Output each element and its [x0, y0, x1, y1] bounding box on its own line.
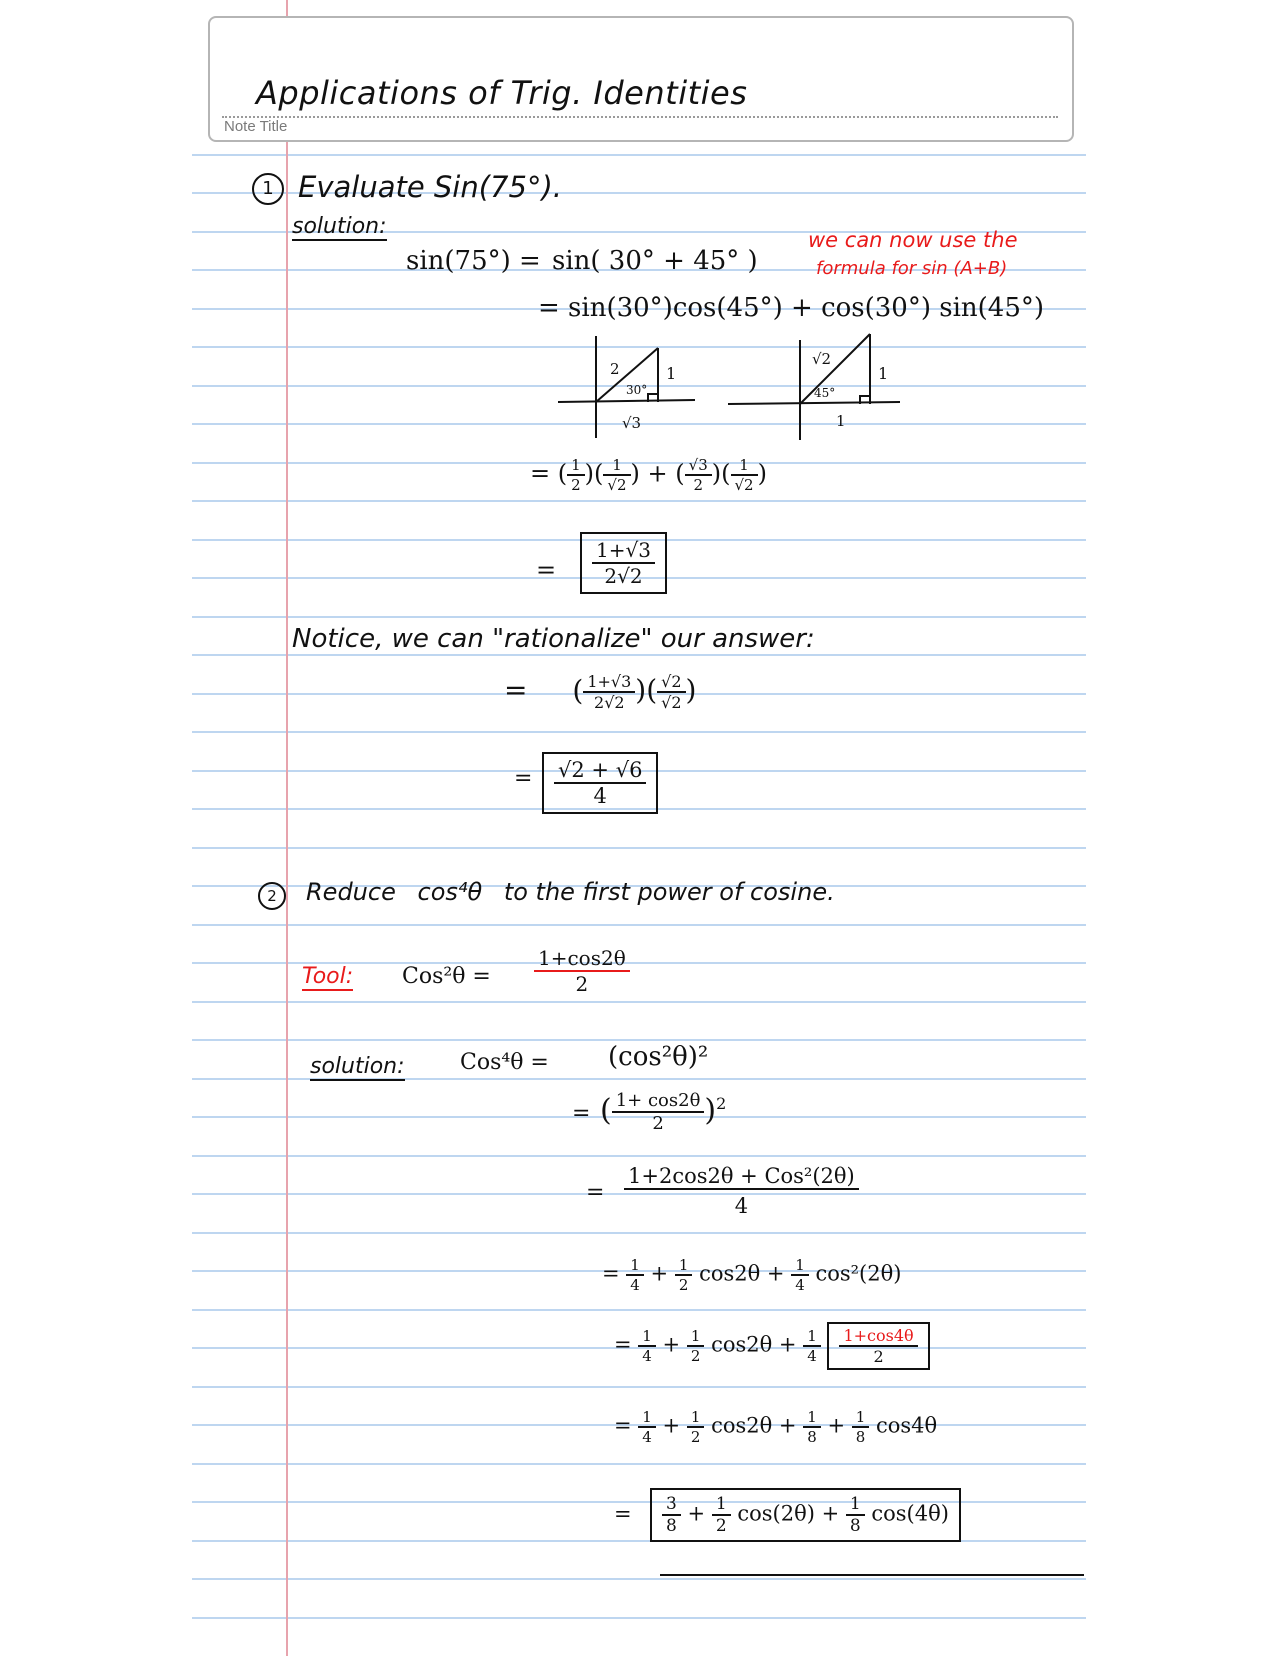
tool-frac — [534, 946, 630, 996]
p2-final-underline — [660, 1574, 1084, 1576]
p2-s5-frac-b — [687, 1327, 705, 1365]
p2-s2-exp: 2 — [716, 1094, 727, 1113]
p1-result2-eq: = — [514, 766, 533, 791]
p2-final-frac-b — [712, 1494, 731, 1536]
p1-result1-num: 1+√3 — [592, 538, 655, 564]
p1-result1-box — [580, 532, 667, 594]
problem-2-solution-label: solution: — [310, 1054, 405, 1079]
p2-final-box — [650, 1488, 961, 1542]
tri2-angle: 45° — [814, 386, 836, 400]
p2-s3-den: 4 — [734, 1194, 749, 1218]
p1-line2: = sin(30°)cos(45°) + cos(30°) sin(45°) — [538, 293, 1045, 323]
p1-rat-frac-a-num: 1+√3 — [583, 672, 635, 693]
p2-s6-plus2: + — [827, 1413, 846, 1438]
p1-result2-den: 4 — [593, 784, 607, 808]
p2-s2: = ( $\frac{1+ \cos 2\theta}{2}$ )$^2$ — [572, 1090, 727, 1134]
p2-s6-d-num: 1 — [852, 1408, 870, 1428]
p1-frac-a — [567, 456, 585, 494]
p2-s4-frac-a — [626, 1256, 644, 1294]
p2-s5 — [614, 1322, 930, 1370]
p2-s4-b-num: 1 — [675, 1256, 693, 1276]
p2-s4-c-num: 1 — [791, 1256, 809, 1276]
p2-final-b-text: cos(2θ) + — [737, 1501, 840, 1526]
tri1-adj: √3 — [622, 414, 642, 432]
p2-s2-den: 2 — [652, 1113, 664, 1134]
p2-s5-bracket-num: 1+cos4θ — [839, 1326, 917, 1347]
p2-s3-eq: = — [586, 1180, 605, 1205]
p2-s6-frac-a — [638, 1408, 656, 1446]
problem-2-number — [258, 882, 286, 910]
p1-frac-c-num: √3 — [685, 456, 712, 476]
p1-result1-den: 2√2 — [604, 564, 643, 588]
problem-2-prompt-c: to the first power of cosine. — [503, 878, 835, 906]
p2-final-a-num: 3 — [662, 1494, 681, 1516]
tool-lhs: Cos²θ = — [402, 964, 491, 989]
p2-s5-plus: + — [662, 1332, 681, 1357]
p1-frac-d-num: 1 — [731, 456, 758, 476]
problem-2-number-text: 2 — [267, 887, 277, 905]
p2-s6-frac-c — [803, 1408, 821, 1446]
p1-rat-frac-b-num: √2 — [657, 672, 685, 693]
tri1-hyp: 2 — [610, 360, 620, 378]
p2-final-plus: + — [687, 1501, 706, 1526]
note-title-label: Note Title — [224, 118, 288, 135]
p2-final-b-den: 2 — [715, 1516, 727, 1536]
p1-line3: = ( $\frac{1}{2}$ )( $\frac{1}{√2}$ ) + ( $\frac{√3}{2}$ )( $\frac{1}{√2}$ ) — [530, 456, 767, 494]
note-heading: Applications of Trig. Identities — [256, 74, 748, 112]
p1-frac-b — [603, 456, 630, 494]
p2-s6-b-text: cos2θ + — [711, 1413, 797, 1438]
p1-rat-frac-b-den: √2 — [661, 693, 682, 712]
p2-s6-plus1: + — [662, 1413, 681, 1438]
problem-1-solution-label: solution: — [292, 214, 387, 239]
p1-frac-c — [685, 456, 712, 494]
p2-s5-c-den: 4 — [807, 1347, 817, 1365]
p2-s6-b-den: 2 — [690, 1428, 701, 1446]
p2-s2-frac — [612, 1090, 705, 1134]
p1-line3-eq: = — [530, 459, 551, 488]
p1-rat-frac-a-den: 2√2 — [594, 693, 625, 712]
p2-s4-c-text: cos²(2θ) — [815, 1261, 902, 1286]
p2-s3 — [624, 1164, 859, 1218]
p2-s5-frac-a — [638, 1327, 656, 1365]
p1-rat-frac-a — [583, 672, 635, 712]
p2-s4-frac-b — [675, 1256, 693, 1294]
p2-s4-plus: + — [650, 1261, 669, 1286]
p1-red-note-line1: we can now use the — [808, 228, 1018, 252]
problem-2-prompt — [306, 878, 835, 906]
problem-1-prompt: Evaluate Sin(75°). — [298, 170, 562, 204]
p2-final-frac-a — [662, 1494, 681, 1536]
p2-s1-lhs: Cos⁴θ = — [460, 1050, 549, 1075]
p1-rat-frac-b — [657, 672, 685, 712]
p2-s4 — [602, 1256, 901, 1294]
p2-s4-a-num: 1 — [626, 1256, 644, 1276]
tool-fraction — [534, 946, 630, 996]
p2-s6-a-num: 1 — [638, 1408, 656, 1428]
p2-s6-eq: = — [614, 1413, 632, 1438]
p2-final-b-num: 1 — [712, 1494, 731, 1516]
p2-s1-rhs: (cos²θ)² — [608, 1042, 709, 1072]
tri2-hyp: √2 — [812, 350, 832, 368]
p2-final-a-den: 8 — [666, 1516, 677, 1536]
problem-1-number-text: 1 — [262, 178, 274, 199]
p2-s6-frac-d — [852, 1408, 870, 1446]
tool-num: 1+cos2θ — [534, 946, 630, 972]
p1-frac-d-den: √2 — [734, 476, 754, 494]
p2-s6 — [614, 1408, 937, 1446]
p1-rationalize: = ( $\frac{1+√3}{2√2}$ )( $\frac{√2}{√2}$ ) — [504, 672, 697, 712]
p2-s5-c-num: 1 — [803, 1327, 821, 1347]
p2-s5-a-num: 1 — [638, 1327, 656, 1347]
p2-final-eq: = — [614, 1502, 632, 1526]
p2-s5-a-den: 4 — [642, 1347, 652, 1365]
p1-frac-a-den: 2 — [571, 476, 581, 494]
p1-rationalize-eq: = — [504, 673, 528, 707]
p2-s3-num: 1+2cos2θ + Cos²(2θ) — [624, 1164, 859, 1190]
p2-final-c-text: cos(4θ) — [871, 1501, 949, 1526]
p1-result2-num: √2 + √6 — [554, 758, 646, 784]
p2-s5-eq: = — [614, 1332, 632, 1357]
problem-2-prompt-a: Reduce — [306, 878, 396, 906]
p2-s6-c-num: 1 — [803, 1408, 821, 1428]
p1-frac-b-num: 1 — [603, 456, 630, 476]
p2-final-c-num: 1 — [846, 1494, 865, 1516]
p2-s2-num: 1+ cos2θ — [612, 1090, 705, 1113]
tool-label: Tool: — [302, 964, 354, 989]
p2-s4-c-den: 4 — [795, 1276, 805, 1294]
tri1-opp: 1 — [666, 364, 677, 383]
p2-s5-bracket-frac — [839, 1326, 917, 1366]
p2-s6-b-num: 1 — [687, 1408, 705, 1428]
p1-frac-a-num: 1 — [567, 456, 585, 476]
tool-den: 2 — [575, 972, 589, 996]
p2-final-frac-c — [846, 1494, 865, 1536]
tri1-angle: 30° — [626, 383, 648, 397]
p2-s6-c-den: 8 — [807, 1428, 817, 1446]
p2-s5-b-den: 2 — [690, 1347, 701, 1365]
problem-1-number — [252, 173, 284, 205]
p2-s5-b-num: 1 — [687, 1327, 705, 1347]
p2-s6-d-text: cos4θ — [875, 1413, 938, 1438]
p1-frac-d — [731, 456, 758, 494]
p2-s5-frac-c — [803, 1327, 821, 1365]
p1-result1-eq: = — [536, 556, 557, 584]
p2-s2-eq: = — [572, 1101, 591, 1126]
p1-result2-frac — [554, 758, 646, 808]
p2-s5-bracket — [827, 1322, 929, 1370]
p2-s5-bracket-den: 2 — [873, 1347, 884, 1366]
p2-s4-frac-c — [791, 1256, 809, 1294]
title-divider — [222, 116, 1058, 118]
p1-frac-c-den: 2 — [693, 476, 703, 494]
problem-2-prompt-b: cos⁴θ — [417, 878, 483, 906]
p2-s4-eq: = — [602, 1261, 620, 1286]
tri2-opp: 1 — [878, 364, 889, 383]
p2-s5-b-text: cos2θ + — [711, 1332, 797, 1357]
p2-s6-frac-b — [687, 1408, 705, 1446]
p1-result2-box — [542, 752, 658, 814]
p1-line1-lhs: sin(75°) = — [406, 246, 541, 276]
p1-notice: Notice, we can "rationalize" our answer: — [292, 624, 815, 654]
p2-s6-a-den: 4 — [642, 1428, 652, 1446]
p1-red-note-line2: formula for sin (A+B) — [816, 258, 1008, 279]
p1-line1-rhs: sin( 30° + 45° ) — [552, 246, 758, 276]
tri2-adj: 1 — [836, 412, 846, 430]
p1-result1-frac — [592, 538, 655, 588]
p2-s6-d-den: 8 — [855, 1428, 866, 1446]
p2-s4-b-den: 2 — [678, 1276, 689, 1294]
p2-s4-a-den: 4 — [630, 1276, 640, 1294]
p2-final-c-den: 8 — [849, 1516, 861, 1536]
p1-frac-b-den: √2 — [607, 476, 627, 494]
p1-line3-plus: + — [647, 459, 668, 488]
p2-s3-frac — [624, 1164, 859, 1218]
p2-s4-b-text: cos2θ + — [699, 1261, 785, 1286]
